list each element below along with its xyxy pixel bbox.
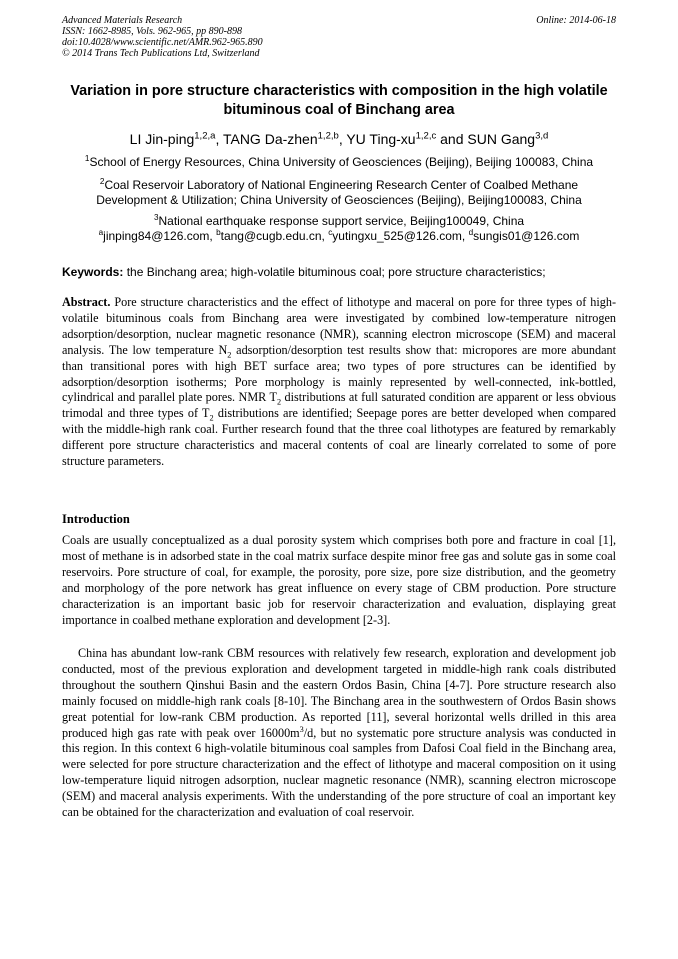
affiliation-superscript: 3 — [153, 213, 159, 222]
author-superscript: 1,2,a — [194, 130, 216, 142]
issn-line: ISSN: 1662-8985, Vols. 962-965, pp 890-898 — [62, 26, 242, 37]
keywords-text: the Binchang area; high-volatile bituminous coal; pore structure characteristics; — [123, 265, 546, 279]
doi-line[interactable]: doi:10.4028/www.scientific.net/AMR.962-965.890 — [62, 37, 263, 48]
affiliation-text: Coal Reservoir Laboratory of National Engineering Research Center of Coalbed Methane — [104, 178, 579, 192]
abstract-paragraph — [62, 295, 616, 470]
abstract-subscript: 2 — [209, 413, 214, 423]
keywords-line — [62, 265, 616, 280]
paper-title: Variation in pore structure characteristics with composition in the high volatile bituminous coal of Binchang area — [70, 83, 608, 118]
author-separator: and — [436, 131, 468, 147]
journal-name: Advanced Materials Research — [62, 15, 183, 26]
paragraph-text: China has abundant low-rank CBM resources with relatively few research, exploration and development job conducted, most of the previous exploration and development targeted in middle-high rank coals distributed throughout the southern Qinshui Basin and the eastern Ordos Basin, China [4-7]. Pore structure research also mainly focused on middle-high rank coals [8-10]. The Binchang area in the southwestern of Ordos Basin shows great potential for low-rank CBM production. As reported [11], several horizontal wells drilled in this area produced high gas rate with peak over 16000m — [62, 646, 616, 740]
author-name: YU Ting-xu — [346, 131, 416, 147]
affiliation-2 — [40, 178, 638, 208]
introduction-heading: Introduction — [62, 512, 130, 526]
affiliation-superscript: 1 — [84, 154, 90, 163]
author-list — [40, 131, 638, 147]
paragraph-text: /d, but no systematic pore structure analysis was conducted in this region. In this context 6 high-volatile bituminous coal samples from Dafosi Coal field in the Binchang area, were selected for pore structure characterization and the effect of lithotype and maceral composition on it using low-temperature liquid nitrogen adsorption, nuclear magnetic resonance (NMR), scanning electron microscope (SEM) and maceral analysis experiments. With the understanding of the pore structure of coal an important key can be obtained for the characterization and evaluation of coal reservoir. — [62, 725, 616, 820]
affiliation-line — [40, 178, 638, 193]
affiliation-1 — [40, 155, 638, 170]
affiliation-superscript: 2 — [99, 177, 105, 186]
email-separator: , — [461, 229, 469, 243]
journal-header — [62, 15, 616, 59]
author-superscript: 1,2,c — [415, 130, 437, 142]
copyright-line: © 2014 Trans Tech Publications Ltd, Switzerland — [62, 48, 260, 59]
affiliation-text: School of Energy Resources, China University of Geosciences (Beijing), Beijing 100083, China — [89, 155, 594, 169]
online-date: Online: 2014-06-18 — [536, 15, 616, 26]
email-list — [40, 229, 638, 244]
author-superscript: 3,d — [535, 130, 549, 142]
email-address[interactable]: sungis01@126.com — [473, 229, 580, 243]
author-separator: , — [215, 131, 223, 147]
email-address[interactable]: yutingxu_525@126.com — [332, 229, 462, 243]
author-separator: , — [338, 131, 347, 147]
abstract-text: Pore structure characteristics and the effect of lithotype and maceral on pore for three types of high-volatile bituminous coals from Binchang area were investigated by combined low-temperature nitrogen adsorption/desorption, nuclear magnetic resonance (NMR), scanning electron microscope (SEM) and maceral analysis. The low temperature N — [62, 295, 616, 357]
abstract-text: distributions at full saturated condition are apparent or less obvious trimodal and three types of T — [62, 390, 616, 421]
affiliation-line: Development & Utilization; China University of Geosciences (Beijing), Beijing100083, China — [96, 193, 582, 207]
abstract-label: Abstract. — [62, 295, 111, 309]
abstract-subscript: 2 — [227, 350, 232, 360]
abstract-text: distributions are identified; Seepage pores are better developed when compared with the middle-high rank coal. Further research found that the three coal lithotypes are featured by remarkably different pore structure characteristics and maceral contents of coal are linearly correlated to some of pore structure parameters. — [62, 406, 616, 469]
abstract-text: adsorption/desorption test results show that: micropores are more abundant than transitional pores with high BET surface area; two types of pore structures can be identified by adsorption/desorption isotherms; Pore morphology is mainly represented by well-connected, ink-bottled, cylindrical and parallel plate pores. NMR T — [62, 342, 616, 405]
email-separator: , — [209, 229, 217, 243]
author-name: SUN Gang — [467, 131, 536, 147]
abstract-subscript: 2 — [276, 397, 282, 407]
email-address[interactable]: tang@cugb.edu.cn — [220, 229, 322, 243]
email-separator: , — [321, 229, 329, 243]
affiliation-text: National earthquake response support service, Beijing100049, China — [158, 214, 525, 228]
author-name: TANG Da-zhen — [222, 131, 318, 147]
author-name: LI Jin-ping — [129, 131, 195, 147]
email-superscript: b — [216, 228, 221, 237]
affiliation-3 — [40, 214, 638, 229]
keywords-label: Keywords: — [62, 265, 124, 279]
email-superscript: a — [98, 228, 104, 237]
email-address[interactable]: jinping84@126.com — [103, 229, 210, 243]
unit-superscript: 3 — [299, 724, 304, 734]
introduction-paragraph-2 — [62, 646, 616, 821]
author-superscript: 1,2,b — [317, 130, 339, 142]
email-superscript: d — [468, 228, 474, 237]
email-superscript: c — [328, 228, 333, 237]
introduction-paragraph-1: Coals are usually conceptualized as a dual porosity system which comprises both pore and fracture in coal [1], most of methane is in adsorbed state in the coal matrix surface despite minor free gas and solute gas in some coal reservoirs. Pore structure of coal, for example, the porosity, pore size, pore size distribution, and the geometry and morphology of the pore network has great influence on every stage of CBM production. Pore structure characterization is an important basic job for reservoir characterization and evaluation, displaying great importance in coalbed methane exploration and development [2-3]. — [62, 533, 616, 627]
